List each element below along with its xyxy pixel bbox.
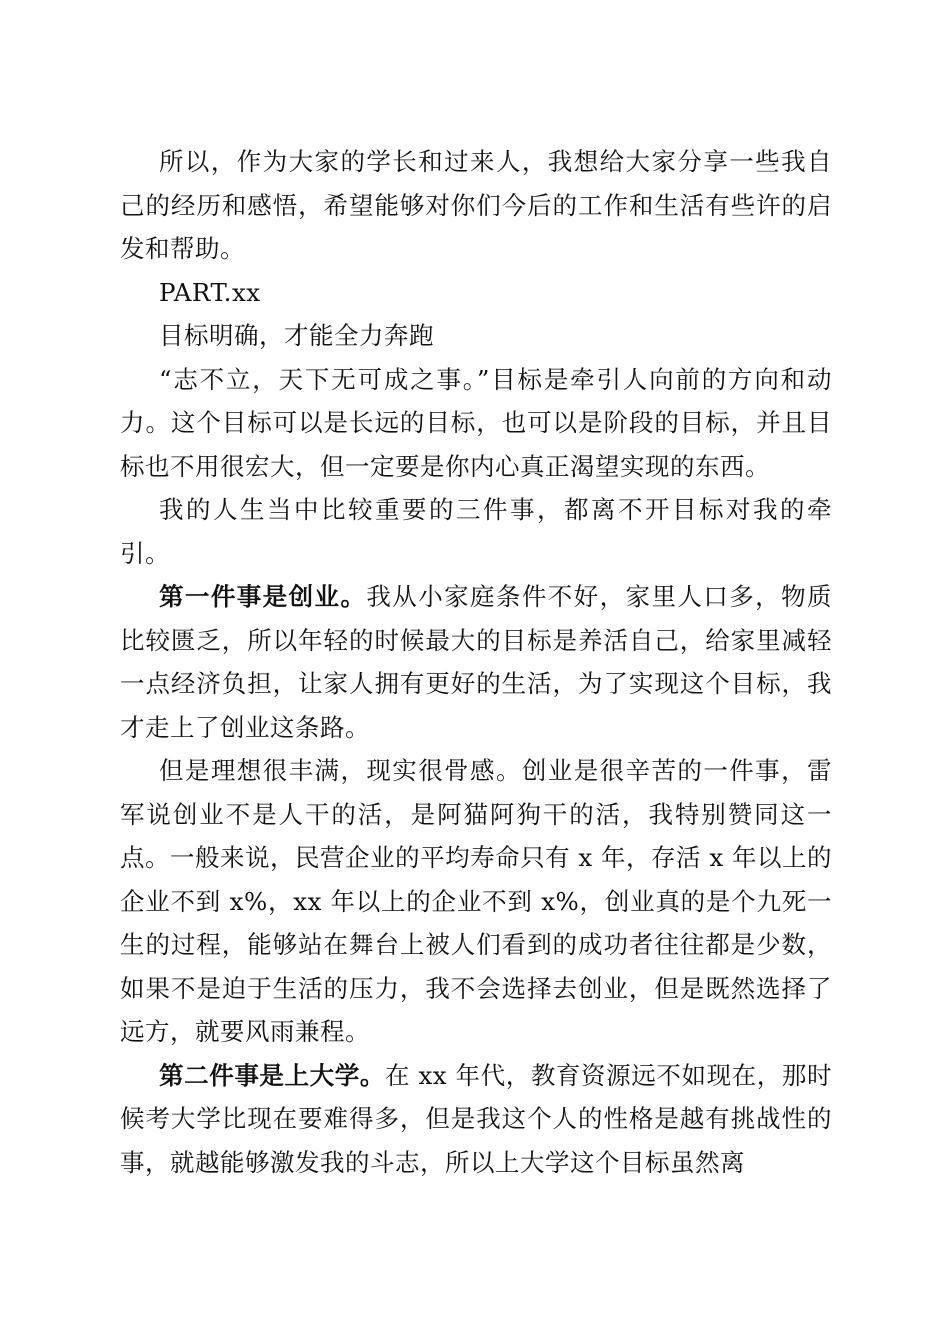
paragraph-text: 但是理想很丰满，现实很骨感。创业是很辛苦的一件事，雷军说创业不是人干的活，是阿猫阿狗干的活，我特别赞同这一点。一般来说，民营企业的平均寿命只有 x 年，存活 x 年以上的企业不到 x%，xx 年以上的企业不到 x%，创业真的是个九死一生的过程，能够站在舞台上被人们看到的成功者往往都是少数，如果不是迫于生活的压力，我不会选择去创业，但是既然选择了远方，就要风雨兼程。	[120, 756, 832, 1046]
paragraph-reality	[120, 749, 832, 1054]
paragraph-text: 所以，作为大家的学长和过来人，我想给大家分享一些我自己的经历和感悟，希望能够对你们今后的工作和生活有些许的启发和帮助。	[120, 147, 832, 263]
paragraph-lead: 第二件事是上大学。	[159, 1060, 385, 1090]
section-heading	[120, 314, 832, 358]
paragraph-text: 在 xx 年代，教育资源远不如现在，那时候考大学比现在要难得多，但是我这个人的性格是越有挑战性的事，就越能够激发我的斗志，所以上大学这个目标虽然离	[120, 1060, 832, 1177]
section-heading-text: 目标明确，才能全力奔跑	[159, 321, 434, 350]
section-label-text: PART.xx	[159, 277, 261, 307]
paragraph-second-thing	[120, 1054, 832, 1185]
paragraph-three-things	[120, 488, 832, 575]
paragraph-lead: 第一件事是创业。	[159, 582, 367, 611]
paragraph-text: 我从小家庭条件不好，家里人口多，物质比较匮乏，所以年轻的时候最大的目标是养活自己，给家里减轻一点经济负担，让家人拥有更好的生活，为了实现这个目标，我才走上了创业这条路。	[120, 582, 832, 742]
paragraph-text: 我的人生当中比较重要的三件事，都离不开目标对我的牵引。	[120, 495, 832, 568]
paragraph-intro	[120, 140, 832, 271]
paragraph-first-thing	[120, 575, 832, 749]
document-body	[120, 140, 832, 1184]
paragraph-text: “志不立，天下无可成之事。”目标是牵引人向前的方向和动力。这个目标可以是长远的目标，也可以是阶段的目标，并且目标也不用很宏大，但一定要是你内心真正渴望实现的东西。	[120, 364, 832, 481]
section-label	[120, 271, 832, 315]
paragraph-goal-quote	[120, 358, 832, 489]
